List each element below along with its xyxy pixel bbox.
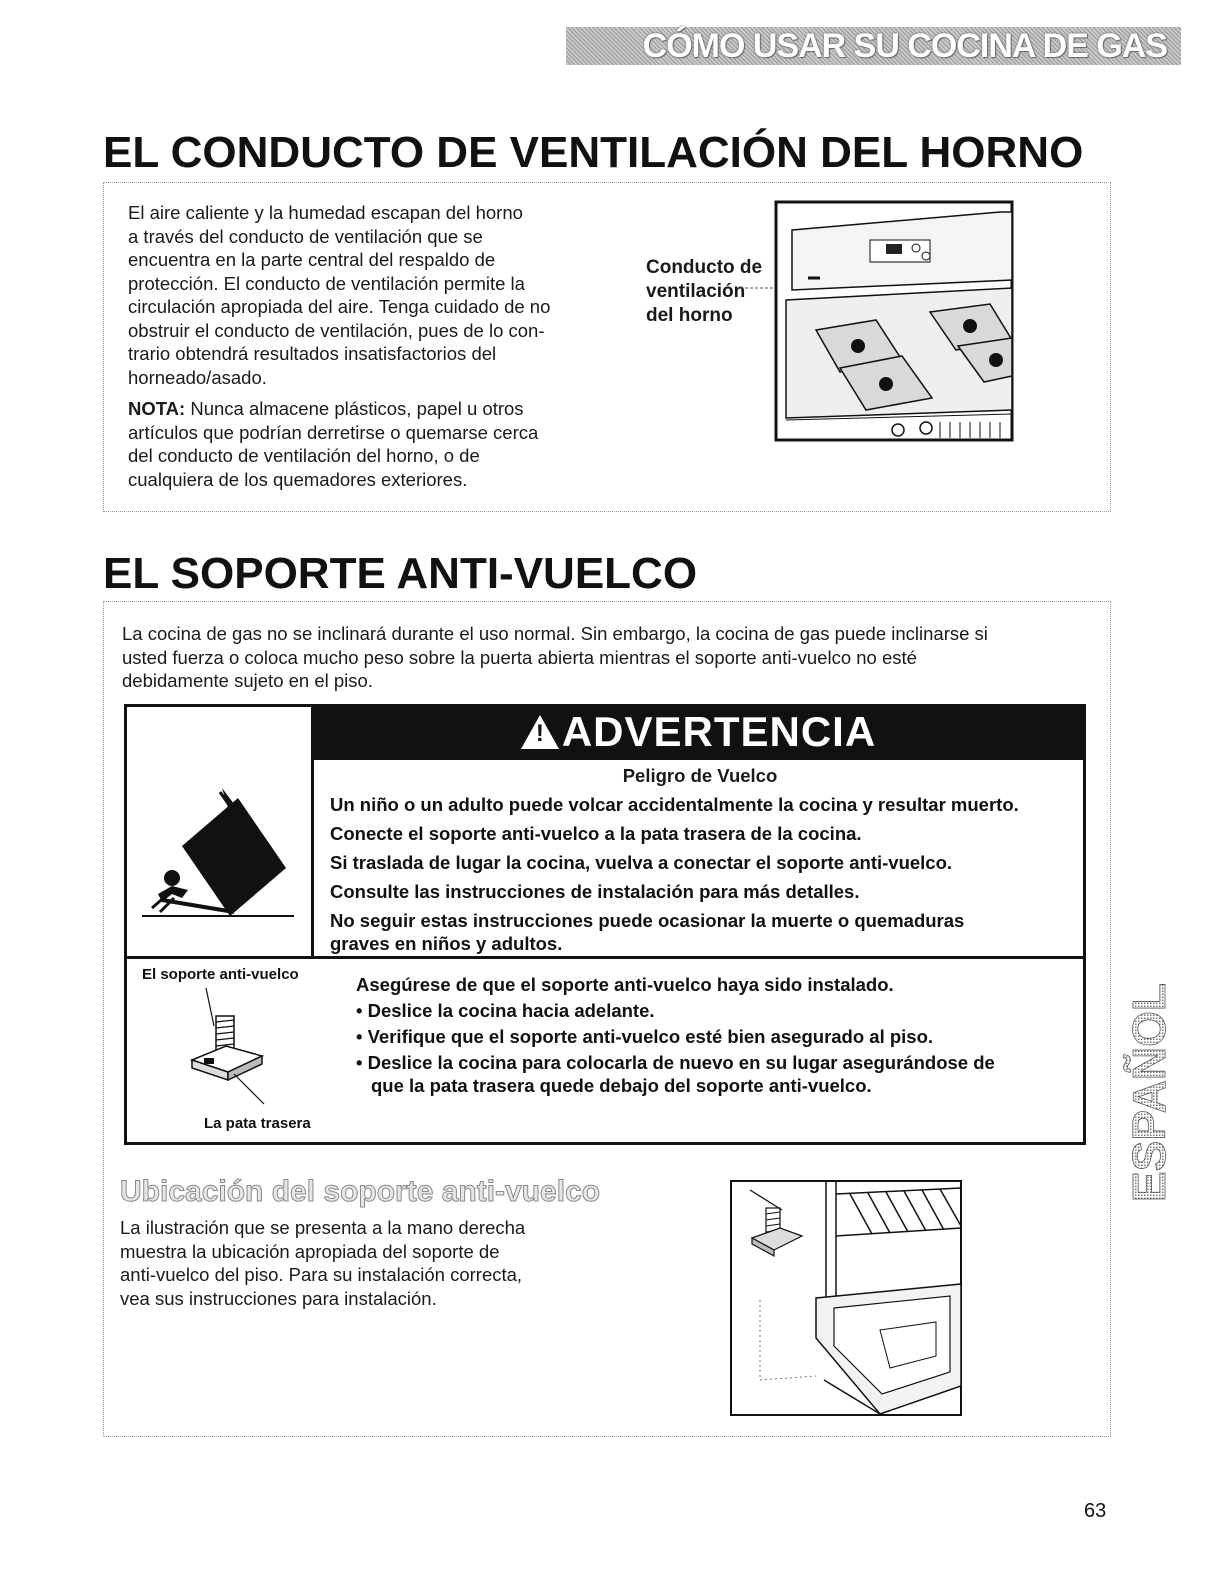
vent-note: [128, 397, 608, 491]
warning-line: Si traslada de lugar la cocina, vuelva a conectar el soporte anti-vuelco.: [330, 852, 953, 873]
label-line: Conducto de: [646, 257, 763, 278]
caption-leg: La pata trasera: [204, 1115, 311, 1132]
bullet-item: • Deslice la cocina para colocarla de nuevo en su lugar asegurándose de: [356, 1052, 995, 1073]
warning-line: graves en niños y adultos.: [330, 933, 563, 954]
label-line: del horno: [646, 305, 733, 326]
text-line: trario obtendrá resultados insatisfactorios del: [128, 343, 497, 364]
bracket-location-illustration: [730, 1180, 962, 1416]
language-side-tab: [1121, 960, 1181, 1210]
warning-heading: Peligro de Vuelco: [622, 765, 778, 786]
label-line: ventilación: [646, 281, 746, 302]
text-line: obstruir el conducto de ventilación, pues de lo con-: [128, 319, 545, 341]
location-paragraph: [120, 1216, 590, 1310]
installation-check: [356, 973, 1076, 1100]
warning-divider-horizontal: [124, 956, 1086, 959]
text-line: horneado/asado.: [128, 366, 267, 388]
text-line: a través del conducto de ventilación que se: [128, 225, 483, 247]
bullet-item: • Deslice la cocina hacia adelante.: [356, 1000, 655, 1021]
text-line: circulación apropiada del aire. Tenga cuidado de no: [128, 296, 551, 317]
text-line: artículos que podrían derretirse o quemarse cerca: [128, 421, 539, 443]
cooktop-illustration: [640, 200, 1020, 445]
text-line: vea sus instrucciones para instalación.: [120, 1287, 437, 1309]
warning-line: Consulte las instrucciones de instalación para más detalles.: [330, 881, 860, 902]
anti-tip-bracket-illustration: [186, 986, 276, 1106]
vent-paragraph: [128, 201, 608, 389]
bullet-item: • Verifique que el soporte anti-vuelco esté bien asegurado al piso.: [356, 1026, 934, 1047]
warning-lines: [330, 793, 1080, 955]
warning-banner-text: ADVERTENCIA: [561, 708, 877, 755]
section-header-banner: [566, 27, 1181, 65]
vent-section-title: EL CONDUCTO DE VENTILACIÓN DEL HORNO: [103, 128, 1084, 177]
text-line: muestra la ubicación apropiada del soporte de: [120, 1240, 500, 1262]
text-line: El aire caliente y la humedad escapan del horno: [128, 202, 523, 223]
location-subtitle: Ubicación del soporte anti-vuelco: [120, 1175, 601, 1208]
side-label-text: ESPAÑOL: [1123, 983, 1175, 1202]
text-line: encuentra en la parte central del respaldo de: [128, 249, 496, 270]
antitip-section-title: EL SOPORTE ANTI-VUELCO: [103, 549, 698, 598]
warning-triangle-icon: [521, 715, 559, 749]
warning-line: Un niño o un adulto puede volcar accidentalmente la cocina y resultar muerto.: [330, 794, 1019, 815]
text-line: Nunca almacene plásticos, papel u otros: [185, 398, 524, 419]
warning-line: No seguir estas instrucciones puede ocasionar la muerte o quemaduras: [330, 910, 965, 931]
text-line: anti-vuelco del piso. Para su instalación correcta,: [120, 1264, 523, 1285]
check-heading: Asegúrese de que el soporte anti-vuelco haya sido instalado.: [356, 974, 894, 995]
text-line: usted fuerza o coloca mucho peso sobre la puerta abierta mientras el soporte anti-vuelco no esté: [122, 646, 917, 668]
warning-banner: [311, 704, 1086, 760]
text-line: protección. El conducto de ventilación permite la: [128, 272, 525, 294]
text-line: cualquiera de los quemadores exteriores.: [128, 468, 468, 490]
page-number: 63: [1084, 1500, 1107, 1522]
text-line: debidamente sujeto en el piso.: [122, 670, 373, 691]
antitip-intro: [122, 622, 1102, 693]
section-header-text: CÓMO USAR SU COCINA DE GAS: [642, 26, 1167, 65]
caption-bracket: El soporte anti-vuelco: [142, 966, 299, 983]
bullet-continuation: que la pata trasera quede debajo del soporte anti-vuelco.: [371, 1075, 872, 1096]
text-line: del conducto de ventilación del horno, o de: [128, 445, 480, 466]
text-line: La ilustración que se presenta a la mano derecha: [120, 1217, 526, 1238]
text-line: La cocina de gas no se inclinará durante el uso normal. Sin embargo, la cocina de gas puede inclinarse si: [122, 623, 988, 644]
tip-over-hazard-icon: [138, 782, 298, 922]
note-label: NOTA:: [128, 398, 186, 419]
warning-line: Conecte el soporte anti-vuelco a la pata trasera de la cocina.: [330, 823, 862, 844]
